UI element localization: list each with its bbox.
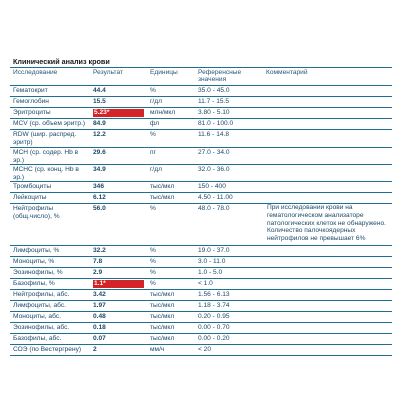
table-row [10, 290, 392, 301]
table-row [10, 97, 392, 108]
test-name: Лимфоциты, абс. [13, 302, 67, 310]
result-value: 7.8 [93, 258, 103, 266]
reference-range: 3.0 - 11.0 [198, 258, 226, 266]
reference-range: < 20 [198, 346, 212, 354]
table-row [10, 148, 392, 165]
reference-range: 0.00 - 0.70 [198, 324, 230, 332]
reference-range: 150 - 400 [198, 183, 226, 191]
table-row [10, 268, 392, 279]
units: млн/мкл [150, 109, 176, 116]
test-name: Базофилы, % [13, 280, 55, 288]
test-name: Эозинофилы, % [13, 269, 63, 277]
results-table [10, 67, 392, 356]
test-name: RDW (шир. распред. эритр) [13, 131, 77, 146]
comment [263, 193, 392, 204]
test-name: СОЭ (по Вестергрену) [13, 346, 82, 354]
units: тыс/мкл [150, 324, 175, 332]
units: тыс/мкл [150, 183, 175, 191]
test-name: MCHC (ср. конц. Hb в эр.) [13, 166, 79, 181]
header-units: Единицы [150, 69, 178, 76]
result-value: 0.18 [93, 324, 106, 332]
comment: При исследовании крови на гематологическом анализаторе патологических клеток не обнаружено. Количество палочкоядерных нейтрофилов не превышает 6% [267, 204, 386, 242]
table-header [10, 68, 392, 86]
table-row [10, 165, 392, 182]
comment [263, 130, 392, 148]
result-value: 56.0 [93, 205, 106, 213]
comment [263, 108, 392, 119]
units: % [150, 131, 156, 138]
comment [263, 257, 392, 268]
abnormal-result-flag: 1.1* [93, 280, 144, 288]
comment [263, 345, 392, 356]
units: тыс/мкл [150, 302, 175, 310]
reference-range: 81.0 - 100.0 [198, 120, 234, 127]
test-name: Тромбоциты [13, 183, 52, 191]
reference-range: 1.0 - 5.0 [198, 269, 223, 277]
table-row [10, 257, 392, 268]
comment [263, 301, 392, 312]
comment [263, 182, 392, 193]
units: % [150, 258, 156, 266]
table-row [10, 204, 392, 246]
comment [263, 323, 392, 334]
comment [263, 268, 392, 279]
test-name: Лейкоциты [13, 194, 47, 202]
units: % [150, 269, 156, 277]
result-value: 0.48 [93, 313, 106, 321]
table-row [10, 246, 392, 257]
result-value: 29.6 [93, 149, 106, 156]
comment [263, 312, 392, 323]
reference-range: 35.0 - 45.0 [198, 87, 230, 94]
table-body [10, 86, 392, 356]
result-value [90, 279, 147, 290]
table-row [10, 345, 392, 356]
result-value: 15.5 [93, 98, 106, 105]
test-name: Базофилы, абс. [13, 335, 62, 343]
table-row [10, 279, 392, 290]
header-reference: Референсные значения [198, 69, 242, 84]
result-value: 0.07 [93, 335, 106, 343]
units: % [150, 247, 156, 255]
test-name: Гемоглобин [13, 98, 49, 105]
result-value: 3.42 [93, 291, 106, 299]
table-row [10, 323, 392, 334]
result-value: 34.9 [93, 166, 106, 174]
reference-range: 11.7 - 15.5 [198, 98, 230, 105]
reference-range: 19.0 - 37.0 [198, 247, 230, 255]
test-name: Моноциты, абс. [13, 313, 61, 321]
units: тыс/мкл [150, 194, 175, 202]
reference-range: 1.18 - 3.74 [198, 302, 230, 310]
reference-range: 27.0 - 34.0 [198, 149, 230, 156]
result-value: 6.12 [93, 194, 106, 202]
table-row [10, 86, 392, 97]
table-row [10, 182, 392, 193]
units: % [150, 280, 156, 288]
test-name: Эозинофилы, абс. [13, 324, 70, 332]
reference-range: 4.50 - 11.00 [198, 194, 233, 202]
test-name: Лимфоциты, % [13, 247, 60, 255]
result-value: 84.9 [93, 120, 106, 127]
test-name: Моноциты, % [13, 258, 55, 266]
units: % [150, 87, 156, 94]
units: тыс/мкл [150, 291, 175, 299]
result-value [90, 108, 147, 119]
test-name: MCH (ср. содер. Hb в эр.) [13, 149, 79, 164]
report-title: Клинический анализ крови [13, 57, 110, 66]
abnormal-result-flag: 5.23* [93, 109, 144, 117]
reference-range: 0.00 - 0.20 [198, 335, 230, 343]
units: % [150, 205, 156, 213]
header-comment: Комментарий [266, 69, 308, 76]
comment [263, 148, 392, 165]
reference-range: 11.6 - 14.8 [198, 131, 230, 138]
table-row [10, 312, 392, 323]
result-value: 32.2 [93, 247, 106, 255]
comment [263, 97, 392, 108]
units: тыс/мкл [150, 313, 175, 321]
test-name: Нейтрофилы (общ.число), % [13, 205, 60, 220]
units: пг [150, 149, 156, 156]
table-row [10, 130, 392, 148]
reference-range: 1.56 - 6.13 [198, 291, 230, 299]
table-row [10, 301, 392, 312]
comment [263, 165, 392, 182]
reference-range: 3.80 - 5.10 [198, 109, 230, 116]
table-row [10, 193, 392, 204]
test-name: Нейтрофилы, абс. [13, 291, 70, 299]
table-row [10, 334, 392, 345]
result-value: 12.2 [93, 131, 106, 138]
reference-range: 0.20 - 0.95 [198, 313, 230, 321]
reference-range: 32.0 - 36.0 [198, 166, 230, 174]
table-row [10, 108, 392, 119]
comment [263, 334, 392, 345]
comment [263, 246, 392, 257]
units: тыс/мкл [150, 335, 175, 343]
table-row [10, 119, 392, 130]
result-value: 1.97 [93, 302, 106, 310]
comment [263, 86, 392, 97]
units: г/дл [150, 166, 162, 174]
units: мм/ч [150, 346, 165, 354]
comment [263, 119, 392, 130]
reference-range: < 1.0 [198, 280, 213, 288]
blood-test-report [10, 57, 392, 356]
test-name: Эритроциты [13, 109, 51, 116]
units: г/дл [150, 98, 162, 105]
result-value: 44.4 [93, 87, 106, 94]
header-result: Результат [93, 69, 123, 76]
comment [263, 290, 392, 301]
reference-range: 48.0 - 78.0 [198, 205, 230, 213]
test-name: Гематокрит [13, 87, 48, 94]
result-value: 346 [93, 183, 105, 191]
result-value: 2.9 [93, 269, 103, 277]
result-value: 2 [93, 346, 97, 354]
comment [263, 279, 392, 290]
header-test: Исследование [13, 69, 58, 76]
test-name: MCV (ср. объем эритр.) [13, 120, 86, 127]
units: фл [150, 120, 160, 127]
